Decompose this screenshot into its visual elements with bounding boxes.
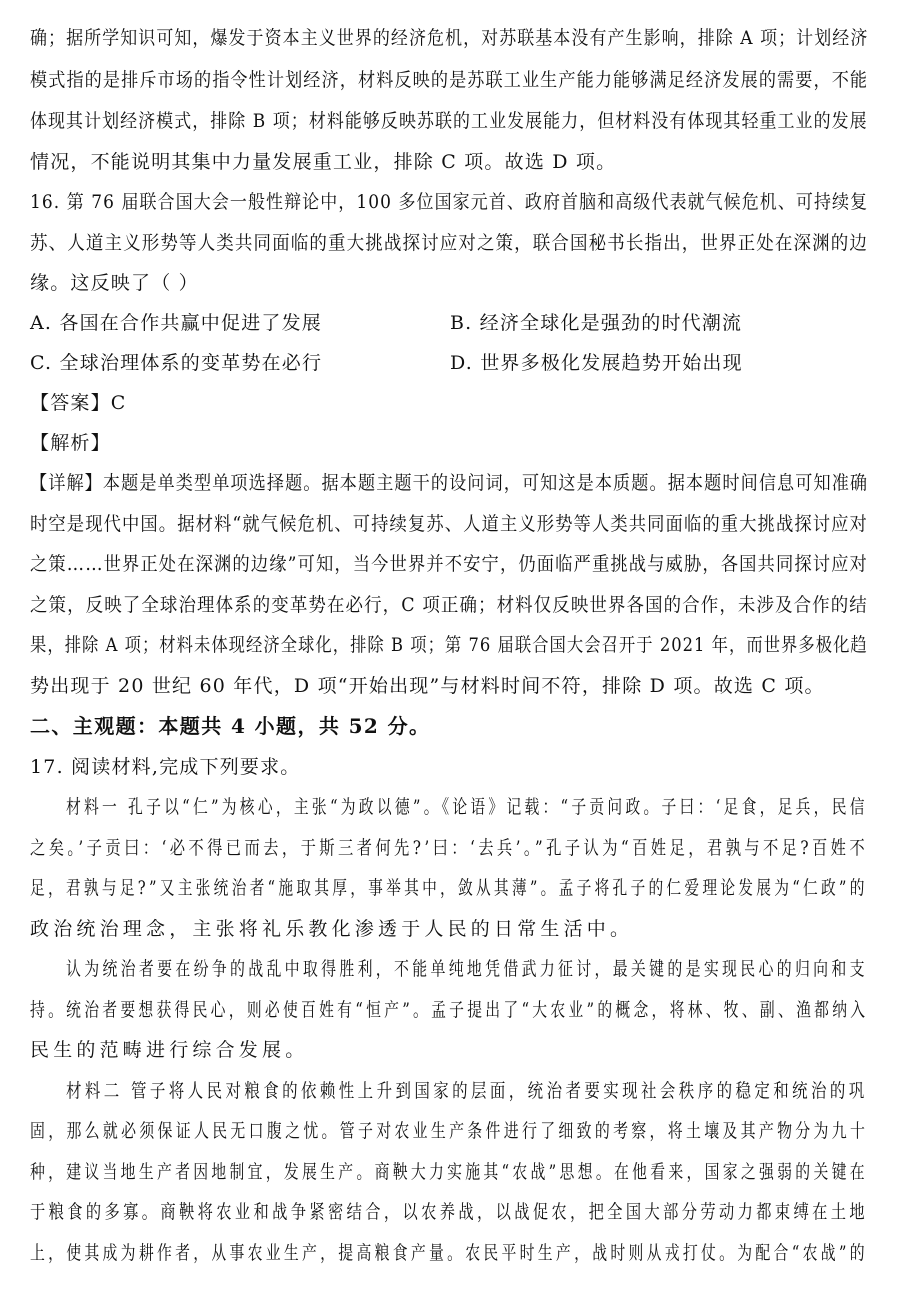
option-c: C. 全球治理体系的变革势在必行	[30, 352, 323, 374]
explanation-line: 情况，不能说明其集中力量发展重工业，排除 C 项。故选 D 项。	[30, 151, 617, 173]
detail-line: 之策……世界正处在深渊的边缘”可知，当今世界并不安宁，仍面临严重挑战与威胁，各国共同探讨应对	[30, 553, 868, 575]
detail-line: 时空是现代中国。据材料“就气候危机、可持续复苏、人道主义形势等人类共同面临的重大挑战探讨应对	[30, 513, 868, 535]
question-17-prompt: 17. 阅读材料,完成下列要求。	[30, 756, 301, 778]
option-b: B. 经济全球化是强劲的时代潮流	[450, 312, 743, 334]
detail-line: 果，排除 A 项；材料未体现经济全球化，排除 B 项；第 76 届联合国大会召开于 2021 年，而世界多极化趋	[30, 634, 868, 656]
material-2-line: 于粮食的多寡。商鞅将农业和战争紧密结合，以农养战，以战促农，把全国大部分劳动力都束缚在土地	[30, 1201, 869, 1223]
explanation-line: 确；据所学知识可知，爆发于资本主义世界的经济危机，对苏联基本没有产生影响，排除 A 项；计划经济	[30, 27, 869, 49]
detail-line: 势出现于 20 世纪 60 年代，D 项“开始出现”与材料时间不符，排除 D 项。故选 C 项。	[30, 675, 825, 697]
analysis-label: 【解析】	[30, 432, 111, 454]
detail-line: 之策，反映了全球治理体系的变革势在必行，C 项正确；材料仅反映世界各国的合作，未涉及合作的结	[30, 594, 868, 616]
material-2-line: 上，使其成为耕作者，从事农业生产，提高粮食产量。农民平时生产，战时则从戎打仗。为配合“农战”的	[30, 1242, 868, 1264]
answer-label: 【答案】C	[30, 392, 127, 414]
section-heading: 二、主观题：本题共 4 小题，共 52 分。	[30, 714, 431, 738]
question-16-stem: 缘。这反映了（ ）	[30, 272, 199, 294]
material-2-line: 种，建议当地生产者因地制宜，发展生产。商鞅大力实施其“农战”思想。在他看来，国家之强弱的关键在	[30, 1161, 868, 1183]
option-d: D. 世界多极化发展趋势开始出现	[450, 352, 743, 374]
material-1-line: 民生的范畴进行综合发展。	[30, 1039, 309, 1061]
material-1-line: 之矣。’子贡曰：‘必不得已而去，于斯三者何先?’曰：‘去兵’。”孔子认为“百姓足，君孰与不足?百姓不	[30, 837, 869, 859]
material-1-line: 足，君孰与足?”又主张统治者“施取其厚，事举其中，敛从其薄”。孟子将孔子的仁爱理论发展为“仁政”的	[30, 877, 868, 899]
material-2-line: 固，那么就必须保证人民无口腹之忧。管子对农业生产条件进行了细致的考察，将土壤及其产物分为九十	[30, 1120, 869, 1142]
detail-line: 【详解】本题是单类型单项选择题。据本题主题干的设问词，可知这是本质题。据本题时间信息可知准确	[30, 472, 869, 494]
question-16-stem: 苏、人道主义形势等人类共同面临的重大挑战探讨应对之策，联合国秘书长指出，世界正处在深渊的边	[30, 232, 869, 254]
explanation-line: 模式指的是排斥市场的指令性计划经济，材料反映的是苏联工业生产能力能够满足经济发展的需要，不能	[30, 69, 869, 91]
question-16-stem: 16. 第 76 届联合国大会一般性辩论中，100 多位国家元首、政府首脑和高级代表就气候危机、可持续复	[30, 191, 869, 213]
material-1-line: 政治统治理念，主张将礼乐教化渗透于人民的日常生活中。	[30, 918, 634, 940]
material-2-line: 材料二 管子将人民对粮食的依赖性上升到国家的层面，统治者要实现社会秩序的稳定和统治的巩	[66, 1080, 868, 1102]
option-a: A. 各国在合作共赢中促进了发展	[30, 312, 323, 334]
material-1-line: 认为统治者要在纷争的战乱中取得胜利，不能单纯地凭借武力征讨，最关键的是实现民心的归向和支	[66, 958, 868, 980]
material-1-line: 材料一 孔子以“仁”为核心，主张“为政以德”。《论语》记载：“子贡问政。子曰：‘足食，足兵，民信	[66, 796, 868, 818]
material-1-line: 持。统治者要想获得民心，则必使百姓有“恒产”。孟子提出了“大农业”的概念，将林、牧、副、渔都纳入	[30, 999, 869, 1021]
explanation-line: 体现其计划经济模式，排除 B 项；材料能够反映苏联的工业发展能力，但材料没有体现其轻重工业的发展	[30, 110, 868, 132]
